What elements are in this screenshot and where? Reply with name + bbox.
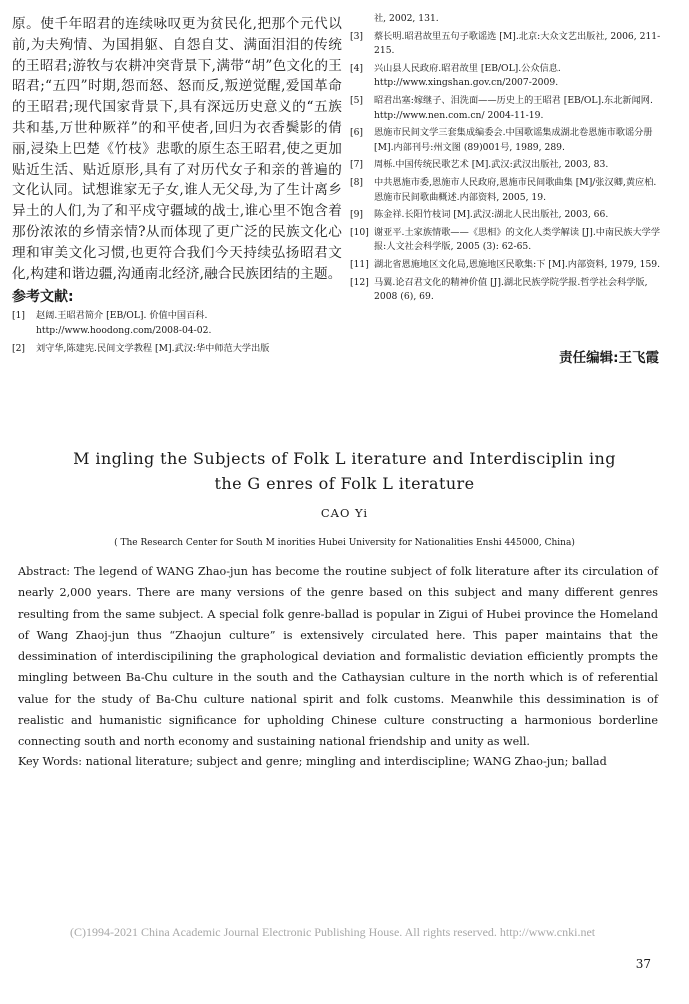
english-title-line-2: the G enres of Folk L iterature (214, 474, 475, 493)
reference-number: [1] (12, 310, 26, 322)
keywords-label: Key Words: (18, 755, 83, 768)
reference-number: [3] (350, 30, 364, 42)
author-name: CAO Yi (320, 506, 369, 520)
responsible-editor: 责任编辑:王飞霞 (559, 350, 659, 366)
reference-item (350, 30, 662, 59)
reference-item (350, 94, 662, 123)
reference-text: 刘守华,陈建宪.民间文学教程 [M].武汉:华中师范大学出版 (36, 342, 270, 354)
english-abstract (18, 561, 658, 753)
abstract-text: The legend of WANG Zhao-jun has become the routine subject of folk literature after its circulation of nearly 2,000 years. There are many versions of the genre based on this subject and many different genres resulting from the same subject. A special folk genre-ballad is popular in Zigui of Hubei province the Homeland of Wang Zhaoj-jun thus “Zhaojun culture” is extensively circulated here. This paper maintains that the dessimination of interdiscipilining the graphological deviation and formalistic deviation efficiently prompts the mingling between Ba-Chu culture in the south and the Cathaysian culture in the north which is of referential value for the study of Ba-Chu culture national spirit and folk customs. Meanwhile this dessimination is of realistic and humanistic significance for upholding Chinese culture constructing a harmonious borderline connecting south and north economy and sustaining national friendship and unity as well. (18, 565, 658, 749)
reference-item (350, 208, 662, 223)
copyright-notice: (C)1994-2021 China Academic Journal Electronic Publishing House. All rights reserved. http://www.cnki.net (70, 925, 596, 939)
reference-number: [12] (350, 276, 369, 288)
reference-text: 湖北省恩施地区文化局,恩施地区民歌集:下 [M].内部资料, 1979, 159. (374, 258, 661, 270)
reference-number: [7] (350, 159, 364, 171)
reference-number: [6] (350, 127, 364, 139)
reference-item (350, 176, 662, 205)
reference-text: 恩施市民间文学三套集成编委会.中国歌谣集成湖北卷恩施市歌谣分册 [M].内部刊号:州文图 (89)001号, 1989, 289. (374, 127, 653, 153)
reference-text: 马翼.论召君文化的精神价值 [J].湖北民族学院学报.哲学社会科学版, 2008 (6), 69. (374, 276, 648, 303)
english-keywords (18, 751, 658, 772)
author-affiliation: ( The Research Center for South M inorities Hubei University for Nationalities Enshi 445000, China) (114, 538, 575, 548)
reference-number: [8] (350, 176, 364, 188)
reference-text: 昭君出塞:嫁继子、泪洗面——历史上的王昭君 [EB/OL].东北新闻网. http://www.nen.com.cn/ 2004-11-19. (374, 94, 653, 121)
reference-number: [2] (12, 342, 26, 354)
reference-number: [9] (350, 209, 364, 221)
english-title-line-1: M ingling the Subjects of Folk L iterature and Interdisciplin ing (73, 449, 616, 468)
reference-item (12, 342, 342, 357)
reference-text: 赵阔.王昭君简介 [EB/OL]. 价值中国百科. http://www.hoodong.com/2008-04-02. (36, 310, 212, 336)
reference-item (350, 158, 662, 173)
reference-number: [10] (350, 226, 369, 238)
right-column (350, 12, 662, 308)
reference-text: 谢亚平.土家族情歌——《思相》的文化人类学解读 [J].中南民族大学学报:人文社会科学版, 2005 (3): 62-65. (374, 226, 661, 253)
reference-text: 蔡长明.昭君故里五句子歌谣选 [M].北京:大众文艺出版社, 2006, 211-215. (374, 30, 661, 57)
reference-number: [11] (350, 258, 369, 270)
reference-continuation: 社, 2002, 131. (374, 13, 439, 24)
reference-item (350, 258, 662, 273)
english-title (0, 446, 689, 496)
reference-text: 兴山县人民政府.昭君故里 [EB/OL].公众信息. http://www.xingshan.gov.cn/2007-2009. (374, 62, 561, 89)
references-heading: 参考文献: (12, 289, 74, 306)
reference-number: [5] (350, 94, 364, 106)
left-column (12, 14, 342, 359)
reference-item (12, 309, 342, 338)
page-number: 37 (635, 957, 651, 971)
abstract-label: Abstract: (18, 565, 71, 578)
keywords-text: national literature; subject and genre; mingling and interdiscipline; WANG Zhao-jun; ballad (85, 755, 607, 768)
reference-text: 中共恩施市委,恩施市人民政府,恩施市民间歌曲集 [M]/张汉卿,黄应柏.恩施市民间歌曲概述.内部资料, 2005, 19. (374, 176, 657, 203)
reference-item (350, 226, 662, 255)
reference-text: 周栎.中国传统民歌艺术 [M].武汉:武汉出版社, 2003, 83. (374, 159, 609, 171)
reference-number: [4] (350, 62, 364, 74)
body-paragraph: 原。使千年昭君的连续咏叹更为贫民化,把那个元代以前,为夫殉情、为国捐躯、自怨自艾、满面泪泪的传统的王昭君;游牧与农耕冲突背景下,满带“胡”色文化的王昭君;“五四”时期,怨而怒、怒而反,叛逆觉醒,爱国革命的王昭君;现代国家背景下,具有深远历史意义的“五族共和基,万世种厥祥”的和平使者,回归为衣香鬓影的倩丽,浸染上巴楚《竹枝》悲歌的原生态王昭君,使之更加贴近生活、贴近原形,具有了对历代女子和亲的普遍的文化认同。试想谁家无子女,谁人无父母,为了生计离乡异土的人们,为了和平戍守疆域的战士,谁心里不饱含着那份浓浓的乡情亲情?从而体现了更广泛的民族文化心理和审美文化习惯,也更符合我们今天持续弘扬昭君文化,构建和谐边疆,沟通南北经济,融合民族团结的主题。 (12, 16, 342, 282)
reference-item (350, 276, 662, 305)
reference-item (350, 126, 662, 155)
reference-text: 陈金祥.长阳竹枝词 [M].武汉:湖北人民出版社, 2003, 66. (374, 209, 609, 221)
reference-item (350, 62, 662, 91)
